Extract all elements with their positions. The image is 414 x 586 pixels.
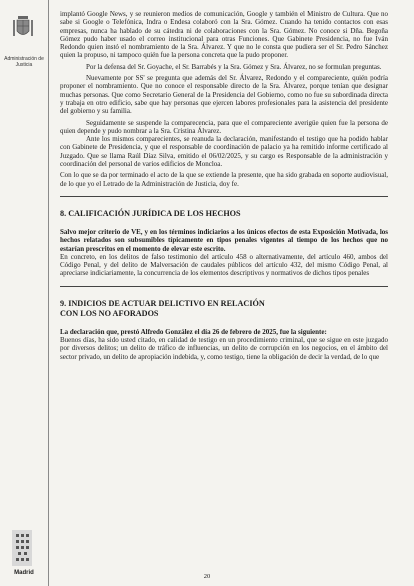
page-number: 20 [203, 573, 211, 580]
section-8-paragraph: En concreto, en los delitos de falso testimonio del artículo 458 o alternativamente, del artículo 460, ambos del Código Penal, y del delito de Malversación de caudales públicos del artículo 432, del mismo Código Penal, al apreciarse indiciariamente, la concurrencia de los elementos descriptivos y normativos de dichos tipos penales [60, 252, 388, 278]
section-9-title-line: 9. INDICIOS DE ACTUAR DELICTIVO EN RELACIÓN [60, 298, 265, 308]
paragraph: Por la defensa del Sr. Goyache, el Sr. Barrabés y la Sra. Gómez y Sra. Álvarez, no se formulan preguntas. [86, 62, 382, 71]
paragraph: implantó Google News, y se reunieron medios de comunicación, Google y también el Ministro de Cultura. Que no sabe si Google o Telefónica, Indra o Endesa colaboró con la Sra. Gómez. Cuando ha tenido contactos con esas empresas, nunca ha hablado de su cátedra ni de colaboraciones con la Sra. Gómez. No conoce si Dña. Begoña Gómez pudo haber usado el correo institucional para otras Funciones. Que Gabinete Presidencia, no fue Iván Redondo quien instó el nombramiento de la Sra. Álvarez. Y que no le consta que pudiera ser el Sr. Pedro Sánchez quien la propuso, ni tampoco quién fue la persona concreta que la pudo proponer. [60, 10, 388, 60]
section-9-title [60, 299, 388, 319]
spanish-coat-of-arms-icon [12, 14, 34, 40]
paragraph: Seguidamente se suspende la comparecencia, para que el compareciente averigüe quien fue la persona de quien depende y pudo nombrar a la Sra. Cristina Álvarez. [60, 118, 388, 135]
divider [60, 286, 388, 287]
section-9-paragraph: Buenos días, ha sido usted citado, en calidad de testigo en un procedimiento criminal, que se sigue en este juzgado por diversos delitos; un delito de tráfico de influencias, un delito de corrupción en los negocios, en el ámbito del sector privado, un delito de apropiación indebida, y, como testigo, tiene la obligación de decir la verdad, de lo que [60, 336, 388, 361]
madrid-label: Madrid [14, 570, 34, 576]
madrid-community-flag-icon [10, 528, 34, 568]
paragraph: Nuevamente por SS' se pregunta que además del Sr. Álvarez, Redondo y el compareciente, quién podría proponer el nombramiento. Que no conoce el responsable directo de la Sra. Álvarez, porque tenían que designar muchas personas. Que como Secretario General de la Presidencia del Gobierno, como no fue su subordinada directa y trabaja en otro edificio, sabe que hay personas que ejercen labores profesionales para la asistencia del presidente del gobierno y su familia. [60, 74, 388, 116]
divider [60, 196, 388, 197]
section-9-title-line: CON LOS NO AFORADOS [60, 308, 159, 318]
section-8-bold-paragraph: Salvo mejor criterio de VE, y en los términos indiciarios a los únicos efectos de esta Exposición Motivada, los hechos relatados son subsumibles típicamente en tipos penales vigentes al tiempo de los hechos que no estarían prescritos en el momento de elevar este escrito. [60, 227, 388, 253]
paragraph: Ante los mismos comparecientes, se reanuda la declaración, manifestando el testigo que ha podido hablar con Gabinete de Presidencia, y que el responsable de coordinación de palacio ya ha remitido informe certificado al Juzgado. Que se llama Raúl Díaz Silva, emitido el 06/02/2025, y su cargo es Responsable de la administración y coordinación del personal de varios edificios de Moncloa. [60, 135, 388, 169]
sidebar [0, 0, 49, 586]
document-body [60, 10, 388, 361]
section-8-title: 8. CALIFICACIÓN JURÍDICA DE LOS HECHOS [60, 208, 241, 218]
organization-name: Administración de Justicia [4, 56, 44, 68]
closing-paragraph: Con lo que se da por terminado el acto de la que se extiende la presente, que ha sido grabada en soporte audiovisual, de lo que yo el Letrado de la Administración de Justicia, doy fe. [60, 171, 388, 188]
section-9-bold-paragraph: La declaración que, prestó Alfredo González el día 26 de febrero de 2025, fue la siguiente: [60, 327, 327, 336]
